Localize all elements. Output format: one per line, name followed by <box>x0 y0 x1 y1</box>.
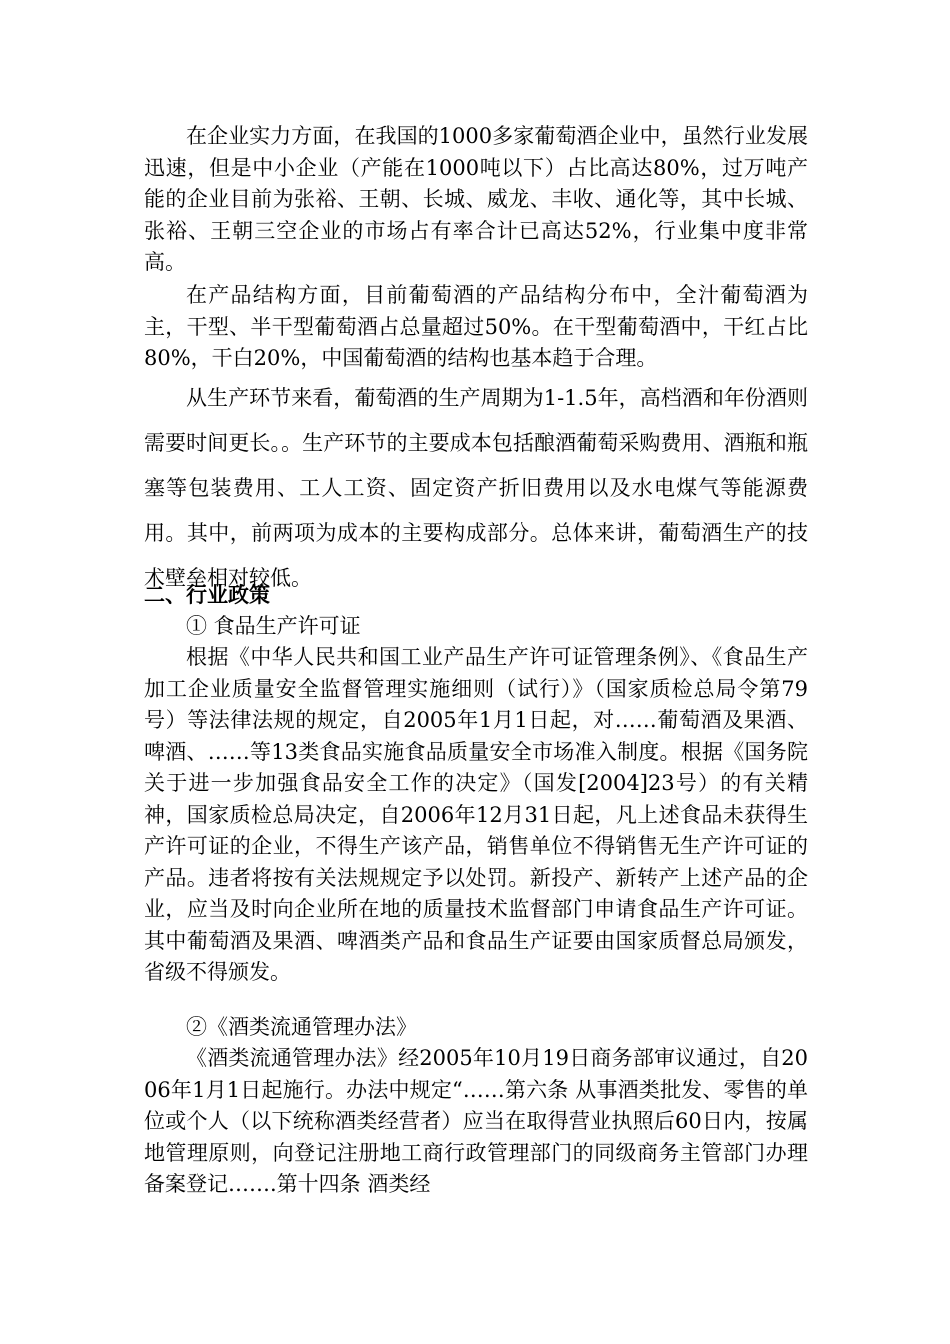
paragraph-license-regulation: 根据《中华人民共和国工业产品生产许可证管理条例》、《食品生产加工企业质量安全监督管理实施细则（试行）》（国家质检总局令第79号）等法律法规的规定，自2005年1月1日起，对……葡萄酒及果酒、啤酒、……等13类食品实施食品质量安全市场准入制度。根据《国务院关于进一步加强食品安全工作的决定》（国发[2004]23号）的有关精神，国家质检总局决定，自2006年12月31日起，凡上述食品未获得生产许可证的企业，不得生产该产品，销售单位不得销售无生产许可证的产品。违者将按有关法规规定予以处罚。新投产、新转产上述产品的企业，应当及时向企业所在地的质量技术监督部门申请食品生产许可证。其中葡萄酒及果酒、啤酒类产品和食品生产证要由国家质督总局颁发，省级不得颁发。 <box>144 645 808 984</box>
subheading-alcohol-circulation: ②《酒类流通管理办法》 <box>186 1015 417 1039</box>
subheading-food-production-license: ① 食品生产许可证 <box>186 614 361 638</box>
paragraph-circulation-rules: 《酒类流通管理办法》经2005年10月19日商务部审议通过，自2006年1月1日起施行。办法中规定“……第六条 从事酒类批发、零售的单位或个人（以下统称酒类经营者）应当在取得营业执照后60日内，按属地管理原则，向登记注册地工商行政管理部门的同级商务主管部门办理备案登记…….第十四条 酒类经 <box>144 1046 808 1196</box>
paragraph-product-structure: 在产品结构方面，目前葡萄酒的产品结构分布中，全汁葡萄酒为主，干型、半干型葡萄酒占总量超过50%。在干型葡萄酒中，干红占比80%，干白20%，中国葡萄酒的结构也基本趋于合理。 <box>144 283 808 370</box>
paragraph-enterprise-strength: 在企业实力方面，在我国的1000多家葡萄酒企业中，虽然行业发展迅速，但是中小企业（产能在1000吨以下）占比高达80%，过万吨产能的企业目前为张裕、王朝、长城、威龙、丰收、通化等，其中长城、张裕、王朝三空企业的市场占有率合计已高达52%，行业集中度非常高。 <box>144 124 808 274</box>
paragraph-production: 从生产环节来看，葡萄酒的生产周期为1-1.5年，高档酒和年份酒则需要时间更长。。生产环节的主要成本包括酿酒葡萄采购费用、酒瓶和瓶塞等包装费用、工人工资、固定资产折旧费用以及水电煤气等能源费用。其中，前两项为成本的主要构成部分。总体来讲，葡萄酒生产的技术壁垒相对较低。 <box>144 386 808 590</box>
section-heading-industry-policy: 二、行业政策 <box>144 583 270 607</box>
